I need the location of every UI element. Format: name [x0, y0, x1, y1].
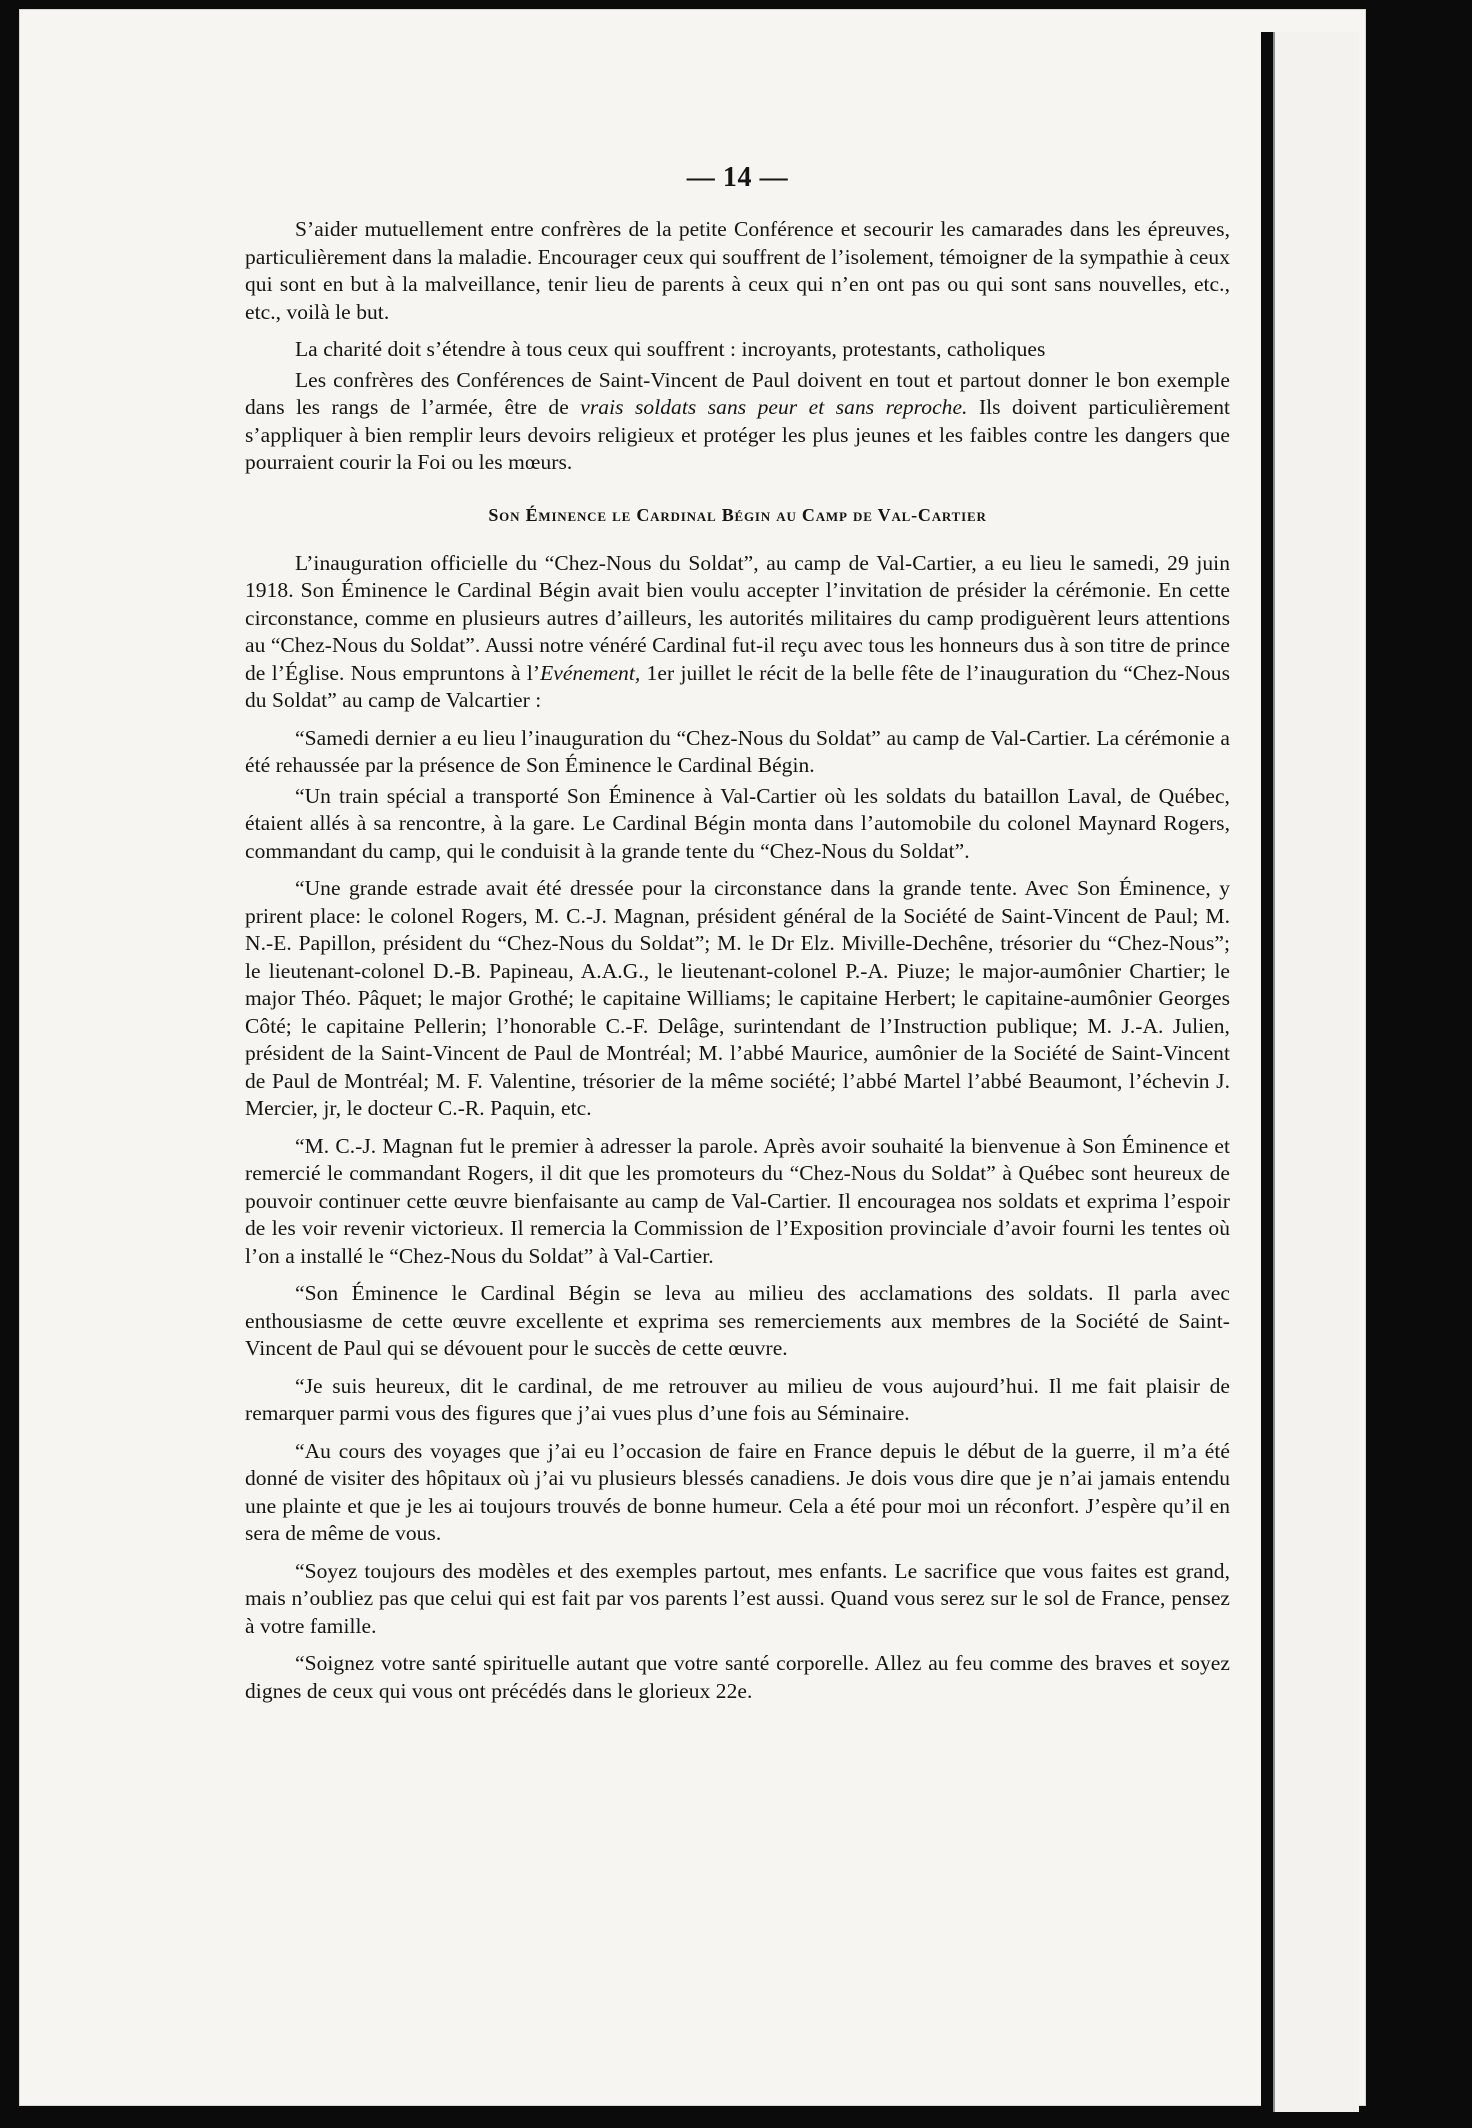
page-number: — 14 —: [686, 162, 789, 193]
paragraph-inauguration: [245, 550, 1230, 715]
paragraph-intro-3-emphasis: vrais soldats sans peur et sans reproche.: [580, 395, 968, 419]
paragraph-intro-3-after: Ils doivent particulièrement s’appliquer à bien remplir leurs devoirs religieux et protéger les plus jeunes et les faibles contre les dangers que pourraient courir la Foi ou les mœurs.: [245, 395, 1231, 474]
paragraph-intro-3: [245, 367, 1230, 477]
paragraph-heureux: “Je suis heureux, dit le cardinal, de me retrouver au milieu de vous aujourd’hui. Il me fait plaisir de remarquer parmi vous des figures que j’ai vues plus d’une fois au Séminaire.: [245, 1373, 1230, 1425]
paragraph-guests: “Une grande estrade avait été dressée pour la circonstance dans la grande tente. Avec Son Éminence, y prirent place: le colonel Rogers, M. C.-J. Magnan, président général de la Société de Saint-Vincent de Paul; M. N.-E. Papillon, président du “Chez-Nous du Soldat”; M. le Dr Elz. Miville-Dechêne, trésorier du “Chez-Nous”; le lieutenant-colonel D.-B. Papineau, A.A.G., le lieutenant-colonel P.-A. Piuze; le major-aumônier Chartier; le major Théo. Pâquet; le major Grothé; le capitaine Williams; le capitaine Herbert; le capitaine-aumônier Georges Côté; le capitaine Pellerin; l’honorable C.-F. Delâge, surintendant de l’Instruction publique; M. J.-A. Julien, président de la Saint-Vincent de Paul de Montréal; M. l’abbé Maurice, aumônier de la Société de Saint-Vincent de Paul de Montréal; M. F. Valentine, trésorier de la même société; l’abbé Martel l’abbé Beaumont, l’échevin J. Mercier, jr, le docteur C.-R. Paquin, etc.: [245, 876, 1230, 1120]
paragraph-sante: “Soignez votre santé spirituelle autant que votre santé corporelle. Allez au feu comme des braves et soyez dignes de ceux qui vous ont précédés dans le glorieux 22e.: [245, 1651, 1230, 1703]
document-content: [245, 162, 1230, 1715]
paragraph-magnan: “M. C.-J. Magnan fut le premier à adresser la parole. Après avoir souhaité la bienvenue à Son Éminence et remercié le commandant Rogers, il dit que les promoteurs du “Chez-Nous du Soldat” à Québec sont heureux de pouvoir continuer cette œuvre bienfaisante au camp de Val-Cartier. Il encouragea nos soldats et exprima l’espoir de les voir revenir victorieux. Il remercia la Commission de l’Exposition provinciale d’avoir fourni les tentes où l’on a installé le “Chez-Nous du Soldat” à Val-Cartier.: [245, 1133, 1230, 1268]
paragraph-cardinal: “Son Éminence le Cardinal Bégin se leva au milieu des acclamations des soldats. Il parla avec enthousiasme de cette œuvre excellente et exprima ses remerciements aux membres de la Société de Saint-Vincent de Paul qui se dévouent pour le succès de cette œuvre.: [245, 1281, 1230, 1360]
paragraph-inauguration-before: L’inauguration officielle du “Chez-Nous du Soldat”, au camp de Val-Cartier, a eu lieu le samedi, 29 juin 1918. Son Éminence le Cardinal Bégin avait bien voulu accepter l’invitation de présider la cérémonie. En cette circonstance, comme en plusieurs autres d’ailleurs, les autorités militaires du camp prodiguèrent leurs attentions au “Chez-Nous du Soldat”. Aussi notre vénéré Cardinal fut-il reçu avec tous les honneurs dus à son titre de prince de l’Église. Nous empruntons à l’: [245, 550, 1230, 685]
scanned-page: [20, 10, 1365, 2105]
paragraph-inauguration-after: 1er juillet le récit de la belle fête de l’inauguration du “Chez-Nous du Soldat” au camp de Valcartier :: [245, 660, 1230, 712]
paragraph-modeles: “Soyez toujours des modèles et des exemples partout, mes enfants. Le sacrifice que vous faites est grand, mais n’oubliez pas que celui qui est fait par vos parents l’est aussi. Quand vous serez sur le sol de France, pensez à votre famille.: [245, 1558, 1230, 1638]
page-edge: [1261, 32, 1359, 2112]
section-title: Son Éminence le Cardinal Bégin au Camp de Val-Cartier: [488, 504, 987, 525]
paragraph-inauguration-emphasis: Evénement,: [540, 660, 641, 685]
paragraph-ceremony: “Samedi dernier a eu lieu l’inauguration du “Chez-Nous du Soldat” au camp de Val-Cartier. La cérémonie a été rehaussée par la présence de Son Éminence le Cardinal Bégin.: [245, 725, 1230, 777]
paragraph-intro-3-before: Les confrères des Conférences de Saint-Vincent de Paul doivent en tout et partout donner le bon exemple dans les rangs de l’armée, être de: [245, 367, 1230, 419]
paragraph-voyages: “Au cours des voyages que j’ai eu l’occasion de faire en France depuis le début de la guerre, il m’a été donné de visiter des hôpitaux où j’ai vu plusieurs blessés canadiens. Je dois vous dire que je n’ai jamais entendu une plainte et que je les ai toujours trouvés de bonne humeur. Cela a été pour moi un réconfort. J’espère qu’il en sera de même de vous.: [245, 1438, 1230, 1545]
paragraph-intro-2: La charité doit s’étendre à tous ceux qui souffrent : incroyants, protestants, catholiques: [295, 337, 1046, 361]
paragraph-train: “Un train spécial a transporté Son Éminence à Val-Cartier où les soldats du bataillon Laval, de Québec, étaient allés à sa rencontre, à la gare. Le Cardinal Bégin monta dans l’automobile du colonel Maynard Rogers, commandant du camp, qui le conduisit à la grande tente du “Chez-Nous du Soldat”.: [245, 783, 1230, 863]
paragraph-intro-1: S’aider mutuellement entre confrères de la petite Conférence et secourir les camarades dans les épreuves, particulièrement dans la maladie. Encourager ceux qui souffrent de l’isolement, témoigner de la sympathie à ceux qui sont en but à la malveillance, tenir lieu de parents à ceux qui n’en ont pas ou qui sont sans nouvelles, etc., etc., voilà le but.: [245, 217, 1230, 324]
